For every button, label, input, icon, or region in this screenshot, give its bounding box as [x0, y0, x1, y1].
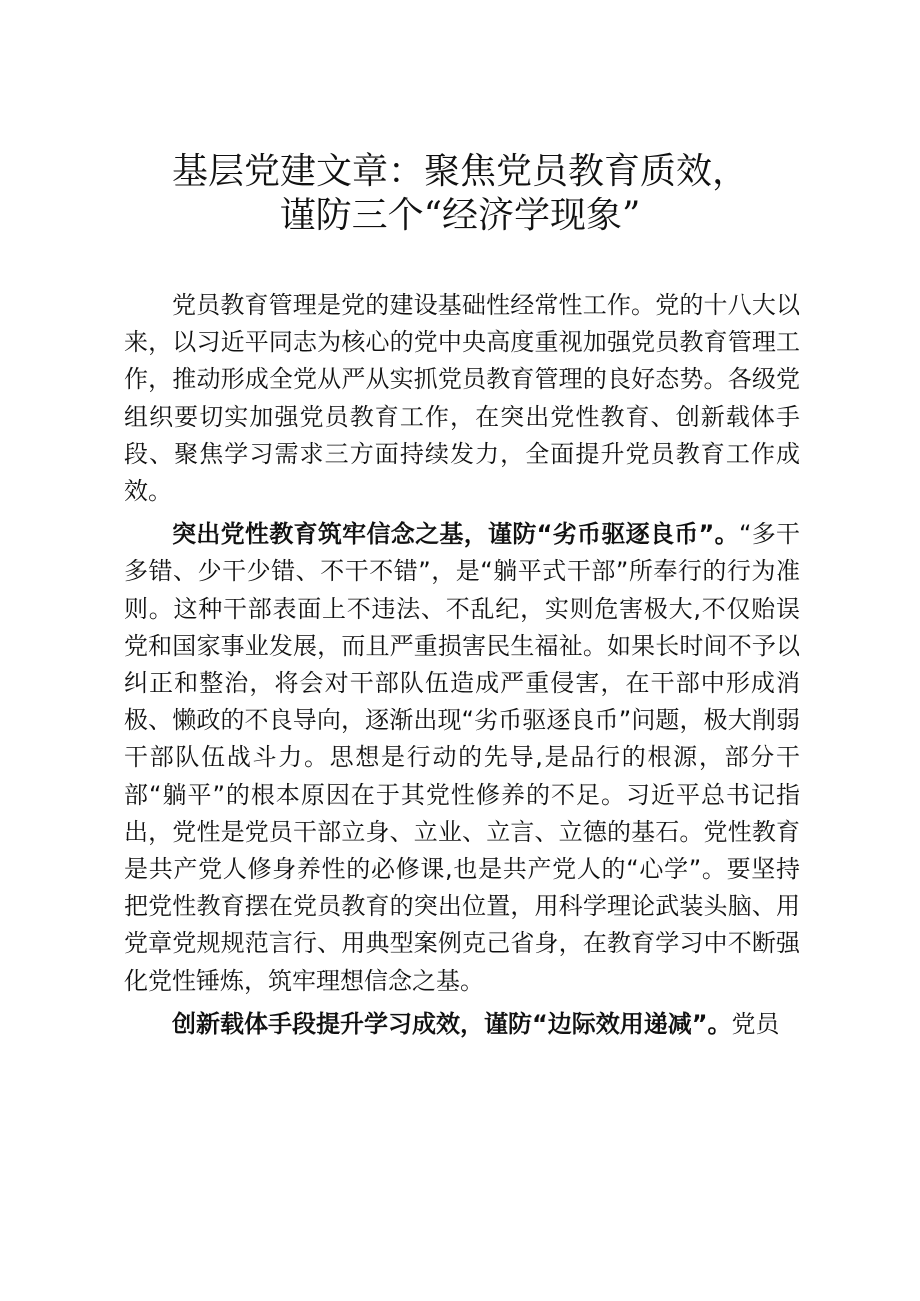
paragraph-text: 党员教育管理是党的建设基础性经常性工作。党的十八大以来，以习近平同志为核心的党中央高度重视加强党员教育管理工作，推动形成全党从严从实抓党员教育管理的良好态势。各级党组织要切实加强党员教育工作，在突出党性教育、创新载体手段、聚焦学习需求三方面持续发力，全面提升党员教育工作成效。	[124, 291, 800, 506]
paragraph-lead: 创新载体手段提升学习成效，谨防“边际效用递减”。	[172, 1009, 732, 1038]
paragraph-text: 党员	[731, 1009, 780, 1038]
paragraph-text: “多干多错、少干少错、不干不错”，是“躺平式干部”所奉行的行为准则。这种干部表面上不违法、不乱纪，实则危害极大,不仅贻误党和国家事业发展，而且严重损害民生福祉。如果长时间不予以纠正和整治，将会对干部队伍造成严重侵害，在干部中形成消极、懒政的不良导向，逐渐出现“劣币驱逐良币”问题，极大削弱干部队伍战斗力。思想是行动的先导,是品行的根源，部分干部“躺平”的根本原因在于其党性修养的不足。习近平总书记指出，党性是党员干部立身、立业、立言、立德的基石。党性教育是共产党人修身养性的必修课,也是共产党人的“心学”。要坚持把党性教育摆在党员教育的突出位置，用科学理论武装头脑、用党章党规规范言行、用典型案例克己省身，在教育学习中不断强化党性锤炼，筑牢理想信念之基。	[124, 520, 801, 995]
document-body	[124, 287, 800, 1049]
paragraph-lead: 突出党性教育筑牢信念之基，谨防“劣币驱逐良币”。	[172, 520, 739, 549]
title-line-2: 谨防三个“经济学现象”	[279, 195, 641, 236]
paragraph-party-spirit	[124, 516, 800, 1000]
paragraph-innovation	[124, 1006, 800, 1043]
document-title	[120, 150, 800, 238]
title-line-1: 基层党建文章：聚焦党员教育质效，	[171, 151, 748, 192]
paragraph-intro	[124, 287, 800, 510]
